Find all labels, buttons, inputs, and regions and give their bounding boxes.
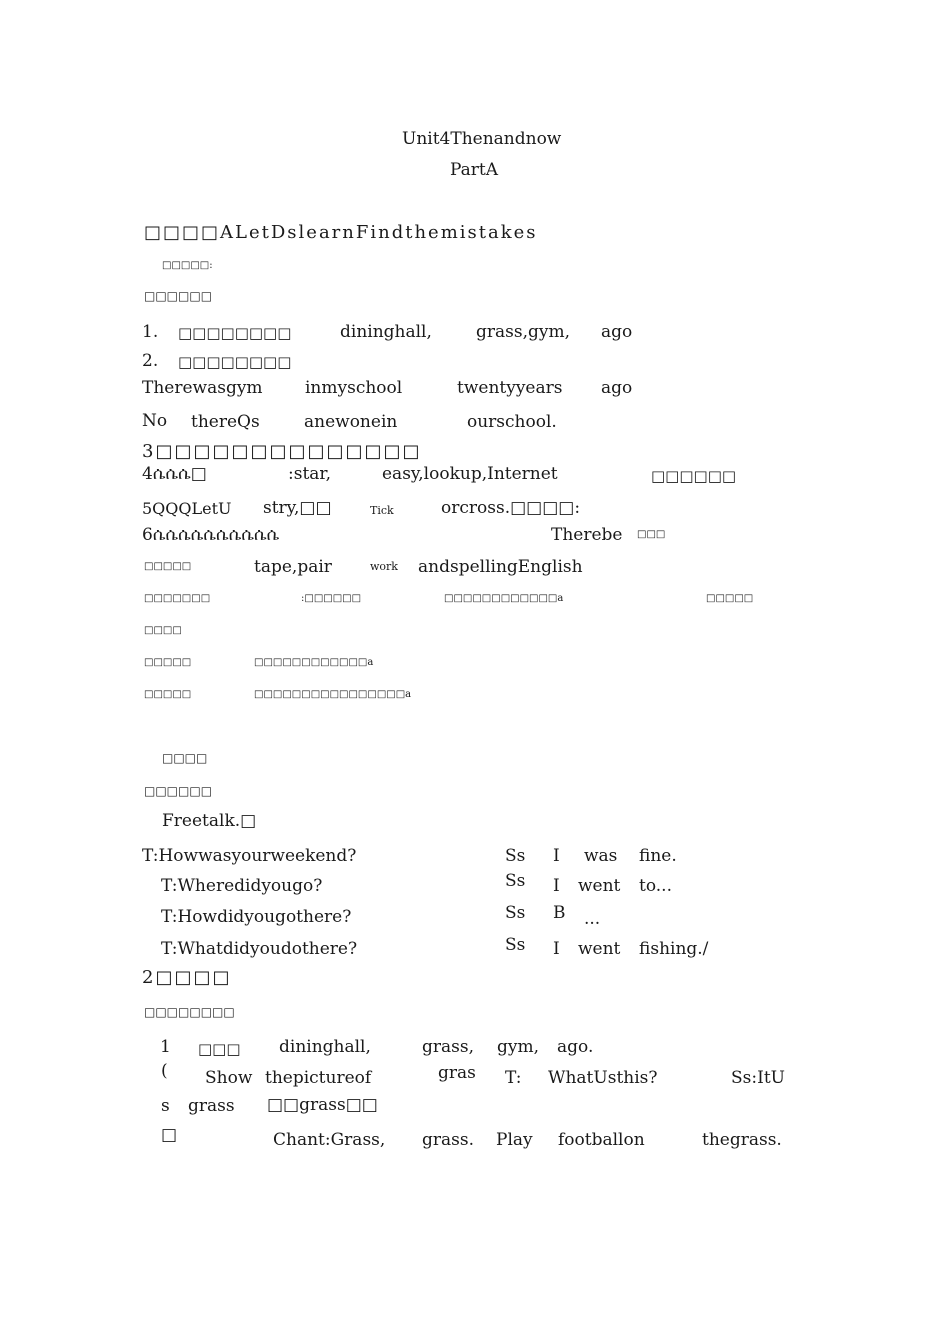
answer-word: went [578,939,621,959]
sentence-part: □□grass□□ [267,1095,378,1115]
sentence-part: Therewasgym [142,378,263,398]
text-run: □□□□□□□□□□□□a [444,593,564,604]
sentence-part: Therebe [551,525,623,545]
teacher-line: T:Whatdidyoudothere? [161,939,358,959]
text-run: □□□□ [144,625,182,636]
answer-word: fishing./ [639,939,709,959]
list-number: 2. [142,351,159,371]
vocab-word: ago. [557,1037,594,1057]
speaker-label: Ss [505,871,526,891]
text-run: □ [161,1125,178,1145]
sentence-part: thepictureof [265,1068,372,1088]
text-run: 6ሴሴሴሴሴሴሴሴሴሴ [142,525,280,545]
speaker-label: Ss [505,846,526,866]
sentence-part: stry,□□ [263,498,332,518]
document-subtitle: PartA [450,160,499,180]
vocab-word: gym, [497,1037,540,1057]
sentence-part: Tick [370,504,394,517]
lesson-heading: □□□□ALetDslearnFindthemistakes [144,222,538,243]
step-label: Freetalk.□ [162,811,257,831]
sentence-part: Show [205,1068,253,1088]
sentence-part: T: [505,1068,522,1088]
text-run: :□□□□□□ [301,593,362,604]
chant-part: footballon [558,1130,645,1150]
text-run: □□□ [198,1040,241,1058]
sentence-part: inmyschool [305,378,403,398]
teacher-line: T:Howwasyourweekend? [142,846,357,866]
sentence-part: WhatUsthis? [548,1068,658,1088]
vocab-word: dininghall, [279,1037,371,1057]
answer-word: was [584,846,618,866]
sentence-part: No [142,411,168,431]
vocab-word: grass, [422,1037,474,1057]
vocab-word: grass,gym, [476,322,571,342]
answer-word: I [553,939,560,959]
sentence-part: andspellingEnglish [418,557,583,577]
speaker-label: Ss [505,935,526,955]
section-heading: □□□□ [162,751,208,765]
text-run: □□□□□ [144,689,192,700]
text-run: □□□□□□□□ [178,324,292,342]
answer-word: I [553,876,560,896]
sentence-part: ago [601,378,633,398]
text-run: 3□□□□□□□□□□□□□□ [142,441,422,462]
vocab-word: dininghall, [340,322,432,342]
section-label: □□□□□: [162,260,213,271]
answer-word: B [553,903,566,923]
teacher-line: T:Howdidyougothere? [161,907,352,927]
text-run: □□□□□ [144,657,192,668]
step-heading: 2□□□□ [142,967,232,988]
sentence-part: thereQs [191,412,260,432]
sentence-part: Ss:ItU [731,1068,785,1088]
sentence-part: work [370,560,398,573]
sentence-part: gras [438,1063,476,1083]
sentence-part: grass [188,1096,235,1116]
teacher-line: T:Wheredidyougo? [161,876,323,896]
sentence-part: ourschool. [467,412,557,432]
answer-word: to... [639,876,672,896]
text-run: □□□□□ [706,593,754,604]
text-run: □□□□□□ [651,467,737,485]
section-label: □□□□□□ [144,289,213,303]
sentence-part: easy,lookup,Internet [382,464,558,484]
sentence-part: twentyyears [457,378,563,398]
answer-word: I [553,846,560,866]
list-number: 1 [160,1037,171,1057]
list-number: 1. [142,322,159,342]
text-run: □□□□□□□□ [178,353,292,371]
text-run: □□□□□□□ [144,593,211,604]
sentence-part: anewonein [304,412,398,432]
speaker-label: Ss [505,903,526,923]
section-label: □□□□□□ [144,784,213,798]
answer-word: ... [584,909,601,929]
text-run: 5QQQLetU [142,499,232,518]
answer-word: went [578,876,621,896]
chant-part: thegrass. [702,1130,782,1150]
answer-word: fine. [639,846,677,866]
chant-part: grass. [422,1130,474,1150]
sentence-part: orcross.□□□□: [441,498,581,518]
text-run: 4ሴሴሴ□ [142,464,207,484]
text-run: ( [161,1061,168,1081]
chant-part: Chant:Grass, [273,1130,386,1150]
sentence-part: tape,pair [254,557,332,577]
text-run: □□□ [637,529,666,540]
vocab-word: ago [601,322,633,342]
text-run: □□□□□□□□□□□□□□□□a [254,689,412,700]
text-run: □□□□□□□□□□□□a [254,657,374,668]
document-title: Unit4Thenandnow [402,129,562,149]
sentence-part: :star, [288,464,332,484]
section-label: □□□□□□□□ [144,1005,235,1019]
chant-part: Play [496,1130,533,1150]
text-run: s [161,1096,170,1116]
text-run: □□□□□ [144,561,192,572]
